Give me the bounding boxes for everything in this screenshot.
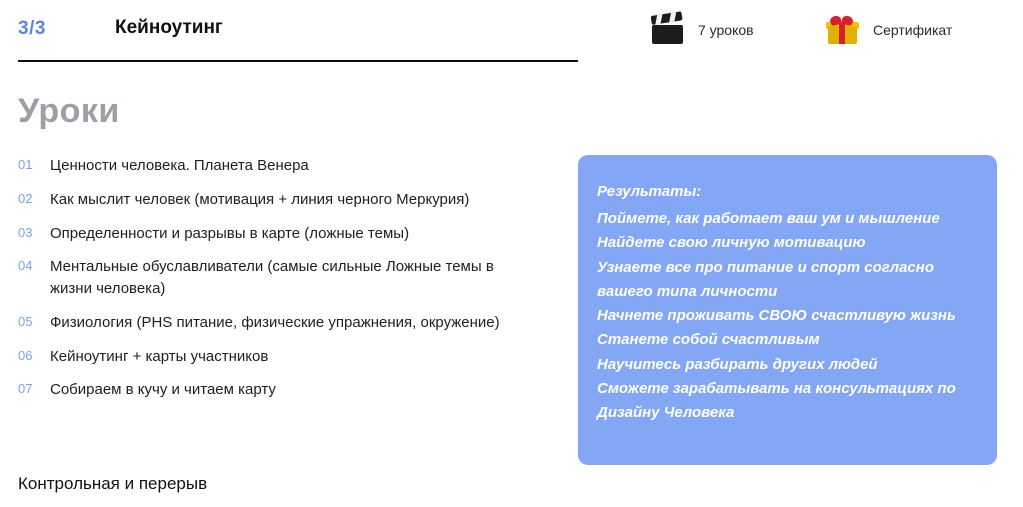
lesson-title: Как мыслит человек (мотивация + линия черного Меркурия)	[50, 190, 470, 208]
lesson-title: Ценности человека. Планета Венера	[50, 157, 309, 174]
list-item	[18, 189, 538, 211]
result-line: Найдете свою личную мотивацию	[597, 234, 866, 252]
list-item	[18, 223, 538, 245]
results-panel	[578, 155, 997, 465]
step-counter: 3/3	[18, 18, 46, 39]
lessons-heading: Уроки	[18, 92, 120, 130]
list-item	[18, 312, 538, 334]
page-header	[0, 0, 1023, 62]
result-line: Поймете, как работает ваш ум и мышление	[597, 210, 940, 227]
lesson-title: Физиология (PHS питание, физические упражнения, окружение)	[50, 313, 500, 331]
lesson-title: Определенности и разрывы в карте (ложные темы)	[50, 224, 410, 242]
result-line: Узнаете все про питание и спорт согласно	[597, 258, 934, 276]
list-item	[18, 346, 538, 368]
header-divider	[18, 60, 578, 62]
list-item	[18, 155, 538, 177]
results-list	[597, 207, 979, 426]
list-item	[18, 256, 538, 300]
result-line: Станете собой счастливым	[597, 331, 820, 349]
lesson-number: 01	[18, 157, 33, 172]
clapperboard-icon	[650, 14, 686, 46]
result-line: Сможете зарабатывать на консультациях по	[597, 380, 956, 398]
certificate-label: Сертификат	[873, 22, 953, 38]
lesson-title: Кейноутинг + карты участников	[50, 347, 269, 365]
lesson-number: 06	[18, 347, 33, 363]
lesson-number: 07	[18, 381, 33, 397]
lesson-number: 03	[18, 224, 33, 240]
lesson-title: Собираем в кучу и читаем карту	[50, 381, 276, 399]
lesson-number: 02	[18, 190, 33, 206]
certificate-meta	[825, 14, 952, 46]
lessons-list	[18, 155, 538, 413]
footer-note: Контрольная и перерыв	[18, 474, 208, 493]
gift-icon	[825, 14, 861, 46]
result-line: Научитесь разбирать других людей	[597, 355, 878, 373]
lesson-title: Ментальные обуславливатели (самые сильные Ложные темы в жизни человека)	[50, 258, 494, 297]
results-title: Результаты:	[597, 183, 702, 200]
result-line: Начнете проживать СВОЮ счастливую жизнь	[597, 307, 956, 325]
lesson-number: 05	[18, 313, 33, 329]
list-item	[18, 379, 538, 401]
result-line: вашего типа личности	[597, 282, 778, 300]
lessons-count-label: 7 уроков	[698, 22, 754, 38]
page-title: Кейноутинг	[115, 17, 223, 38]
lessons-count-meta	[650, 14, 754, 46]
result-line: Дизайну Человека	[597, 404, 735, 422]
lesson-number: 04	[18, 258, 33, 274]
